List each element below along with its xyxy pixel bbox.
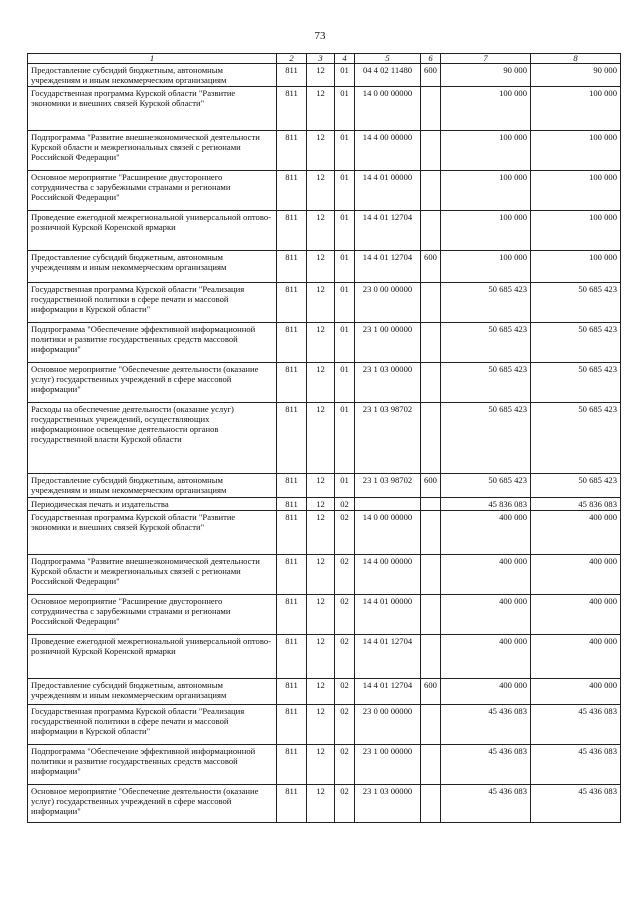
row-col6: [421, 171, 441, 211]
row-col3: 12: [307, 745, 335, 785]
row-col6: [421, 403, 441, 474]
row-col4: 01: [335, 363, 355, 403]
row-col8: 50 685 423: [531, 474, 621, 498]
row-name: Основное мероприятие "Расширение двустороннего сотрудничества с зарубежными странами и регионами Российской Федерации": [28, 595, 277, 635]
row-col3: 12: [307, 363, 335, 403]
table-row: [28, 251, 621, 283]
row-name: Основное мероприятие "Обеспечение деятельности (оказание услуг) государственных учреждений в сфере массовой информации": [28, 363, 277, 403]
row-col4: 01: [335, 211, 355, 251]
table-row: [28, 283, 621, 323]
table-row: [28, 595, 621, 635]
row-col3: 12: [307, 211, 335, 251]
row-col8: 400 000: [531, 511, 621, 555]
row-col7: 400 000: [441, 555, 531, 595]
row-col2: 811: [277, 474, 307, 498]
row-col8: 100 000: [531, 171, 621, 211]
row-col6: [421, 87, 441, 131]
row-col7: 400 000: [441, 635, 531, 679]
row-col8: 400 000: [531, 595, 621, 635]
column-header: 5: [355, 54, 421, 64]
row-col3: 12: [307, 323, 335, 363]
row-col6: [421, 595, 441, 635]
row-name: Подпрограмма "Развитие внешнеэкономической деятельности Курской области и межрегиональных связей с регионами Российской Федерации": [28, 555, 277, 595]
row-col5: 14 4 01 00000: [355, 595, 421, 635]
row-col6: [421, 555, 441, 595]
row-col2: 811: [277, 64, 307, 87]
row-col7: 100 000: [441, 87, 531, 131]
row-col2: 811: [277, 498, 307, 511]
row-col2: 811: [277, 745, 307, 785]
row-col6: 600: [421, 251, 441, 283]
row-col3: 12: [307, 251, 335, 283]
row-col8: 50 685 423: [531, 363, 621, 403]
row-col6: [421, 498, 441, 511]
row-col6: [421, 211, 441, 251]
table-row: [28, 511, 621, 555]
row-col6: 600: [421, 679, 441, 705]
row-col7: 50 685 423: [441, 363, 531, 403]
row-name: Подпрограмма "Обеспечение эффективной информационной политики и развитие государственных средств массовой информации": [28, 323, 277, 363]
row-name: Государственная программа Курской области "Развитие экономики и внешних связей Курской области": [28, 511, 277, 555]
row-col8: 45 436 083: [531, 785, 621, 823]
row-col2: 811: [277, 511, 307, 555]
row-col5: 14 4 00 00000: [355, 131, 421, 171]
table-row: [28, 131, 621, 171]
table-row: [28, 635, 621, 679]
row-col8: 45 436 083: [531, 705, 621, 745]
row-col5: 23 1 03 98702: [355, 474, 421, 498]
row-col6: [421, 705, 441, 745]
table-header-row: [28, 54, 621, 64]
row-col8: 100 000: [531, 211, 621, 251]
row-col8: 50 685 423: [531, 323, 621, 363]
page-number: 73: [314, 30, 326, 42]
row-col2: 811: [277, 705, 307, 745]
row-col7: 100 000: [441, 251, 531, 283]
row-col4: 02: [335, 679, 355, 705]
row-col8: 400 000: [531, 679, 621, 705]
row-col3: 12: [307, 64, 335, 87]
row-col4: 02: [335, 745, 355, 785]
column-header: 3: [307, 54, 335, 64]
row-col6: [421, 745, 441, 785]
row-name: Государственная программа Курской области "Развитие экономики и внешних связей Курской области": [28, 87, 277, 131]
row-name: Предоставление субсидий бюджетным, автономным учреждениям и иным некоммерческим организациям: [28, 64, 277, 87]
row-col5: 14 4 01 12704: [355, 635, 421, 679]
table-row: [28, 474, 621, 498]
row-col8: 100 000: [531, 251, 621, 283]
table-row: [28, 323, 621, 363]
row-col5: 23 1 03 98702: [355, 403, 421, 474]
row-col2: 811: [277, 131, 307, 171]
column-header: 8: [531, 54, 621, 64]
row-col5: 23 1 00 00000: [355, 745, 421, 785]
row-col6: [421, 363, 441, 403]
table-row: [28, 555, 621, 595]
row-col5: 04 4 02 11480: [355, 64, 421, 87]
row-name: Проведение ежегодной межрегиональной универсальной оптово-розничной Курской Коренской ярмарки: [28, 635, 277, 679]
row-name: Периодическая печать и издательства: [28, 498, 277, 511]
row-col3: 12: [307, 283, 335, 323]
row-col7: 90 000: [441, 64, 531, 87]
row-col6: 600: [421, 64, 441, 87]
row-col2: 811: [277, 283, 307, 323]
row-col3: 12: [307, 474, 335, 498]
row-col3: 12: [307, 498, 335, 511]
row-name: Подпрограмма "Развитие внешнеэкономической деятельности Курской области и межрегиональных связей с регионами Российской Федерации": [28, 131, 277, 171]
table-row: [28, 785, 621, 823]
row-col4: 02: [335, 498, 355, 511]
row-col3: 12: [307, 679, 335, 705]
row-col8: 100 000: [531, 87, 621, 131]
row-col7: 50 685 423: [441, 323, 531, 363]
table-row: [28, 211, 621, 251]
row-col7: 100 000: [441, 211, 531, 251]
row-name: Проведение ежегодной межрегиональной универсальной оптово-розничной Курской Коренской ярмарки: [28, 211, 277, 251]
row-col4: 02: [335, 705, 355, 745]
row-name: Расходы на обеспечение деятельности (оказание услуг) государственных учреждений, осуществляющих информационное освещение деятельности органов государственной власти Курской области: [28, 403, 277, 474]
row-col5: [355, 498, 421, 511]
row-col5: 23 0 00 00000: [355, 705, 421, 745]
column-header: 7: [441, 54, 531, 64]
row-col8: 45 836 083: [531, 498, 621, 511]
row-col7: 50 685 423: [441, 474, 531, 498]
row-col2: 811: [277, 251, 307, 283]
row-name: Предоставление субсидий бюджетным, автономным учреждениям и иным некоммерческим организациям: [28, 679, 277, 705]
row-col2: 811: [277, 363, 307, 403]
row-name: Предоставление субсидий бюджетным, автономным учреждениям и иным некоммерческим организациям: [28, 251, 277, 283]
row-col5: 14 4 01 12704: [355, 251, 421, 283]
column-header: 1: [28, 54, 277, 64]
row-col6: [421, 323, 441, 363]
table-row: [28, 705, 621, 745]
row-name: Основное мероприятие "Обеспечение деятельности (оказание услуг) государственных учреждений в сфере массовой информации": [28, 785, 277, 823]
row-col4: 01: [335, 283, 355, 323]
row-col8: 50 685 423: [531, 403, 621, 474]
table-row: [28, 403, 621, 474]
row-col5: 23 0 00 00000: [355, 283, 421, 323]
row-col4: 01: [335, 323, 355, 363]
row-name: Государственная программа Курской области "Реализация государственной политики в сфере печати и массовой информации в Курской области": [28, 705, 277, 745]
row-col2: 811: [277, 679, 307, 705]
row-col2: 811: [277, 595, 307, 635]
table-row: [28, 171, 621, 211]
row-col5: 14 4 01 00000: [355, 171, 421, 211]
row-col8: 100 000: [531, 131, 621, 171]
row-col2: 811: [277, 171, 307, 211]
column-header: 6: [421, 54, 441, 64]
row-col4: 01: [335, 131, 355, 171]
row-name: Предоставление субсидий бюджетным, автономным учреждениям и иным некоммерческим организациям: [28, 474, 277, 498]
row-col6: [421, 511, 441, 555]
row-col5: 23 1 03 00000: [355, 363, 421, 403]
row-col6: 600: [421, 474, 441, 498]
row-col3: 12: [307, 705, 335, 745]
row-name: Подпрограмма "Обеспечение эффективной информационной политики и развитие государственных средств массовой информации": [28, 745, 277, 785]
row-col8: 400 000: [531, 555, 621, 595]
row-col8: 400 000: [531, 635, 621, 679]
row-col3: 12: [307, 595, 335, 635]
row-col3: 12: [307, 131, 335, 171]
row-col7: 400 000: [441, 679, 531, 705]
table-row: [28, 64, 621, 87]
row-col3: 12: [307, 635, 335, 679]
row-col6: [421, 131, 441, 171]
row-col4: 01: [335, 251, 355, 283]
row-col2: 811: [277, 635, 307, 679]
row-col5: 23 1 03 00000: [355, 785, 421, 823]
table-row: [28, 745, 621, 785]
row-col4: 01: [335, 171, 355, 211]
row-col4: 02: [335, 595, 355, 635]
row-col7: 100 000: [441, 131, 531, 171]
row-col3: 12: [307, 785, 335, 823]
row-col2: 811: [277, 785, 307, 823]
column-header: 4: [335, 54, 355, 64]
row-col2: 811: [277, 555, 307, 595]
row-col8: 45 436 083: [531, 745, 621, 785]
table-row: [28, 87, 621, 131]
table-row: [28, 679, 621, 705]
row-col3: 12: [307, 403, 335, 474]
row-col4: 02: [335, 785, 355, 823]
row-col4: 02: [335, 511, 355, 555]
row-col2: 811: [277, 403, 307, 474]
budget-table: [27, 53, 621, 823]
row-col6: [421, 635, 441, 679]
row-col5: 14 4 00 00000: [355, 555, 421, 595]
row-col3: 12: [307, 171, 335, 211]
row-col6: [421, 785, 441, 823]
row-col7: 50 685 423: [441, 283, 531, 323]
column-header: 2: [277, 54, 307, 64]
row-col4: 01: [335, 87, 355, 131]
row-col3: 12: [307, 511, 335, 555]
row-col7: 400 000: [441, 511, 531, 555]
row-col7: 45 436 083: [441, 785, 531, 823]
row-col4: 02: [335, 635, 355, 679]
row-col2: 811: [277, 87, 307, 131]
row-col8: 50 685 423: [531, 283, 621, 323]
row-col4: 02: [335, 555, 355, 595]
row-col2: 811: [277, 323, 307, 363]
row-col7: 45 436 083: [441, 745, 531, 785]
row-col4: 01: [335, 403, 355, 474]
row-col5: 14 4 01 12704: [355, 679, 421, 705]
row-name: Государственная программа Курской области "Реализация государственной политики в сфере печати и массовой информации в Курской области": [28, 283, 277, 323]
row-col7: 50 685 423: [441, 403, 531, 474]
row-col7: 400 000: [441, 595, 531, 635]
row-col5: 14 4 01 12704: [355, 211, 421, 251]
table-row: [28, 498, 621, 511]
row-col5: 14 0 00 00000: [355, 511, 421, 555]
row-col4: 01: [335, 474, 355, 498]
row-col8: 90 000: [531, 64, 621, 87]
table-row: [28, 363, 621, 403]
row-col7: 100 000: [441, 171, 531, 211]
row-name: Основное мероприятие "Расширение двустороннего сотрудничества с зарубежными странами и регионами Российской Федерации": [28, 171, 277, 211]
row-col2: 811: [277, 211, 307, 251]
row-col3: 12: [307, 87, 335, 131]
row-col7: 45 836 083: [441, 498, 531, 511]
row-col4: 01: [335, 64, 355, 87]
row-col6: [421, 283, 441, 323]
row-col5: 23 1 00 00000: [355, 323, 421, 363]
row-col5: 14 0 00 00000: [355, 87, 421, 131]
row-col7: 45 436 083: [441, 705, 531, 745]
row-col3: 12: [307, 555, 335, 595]
